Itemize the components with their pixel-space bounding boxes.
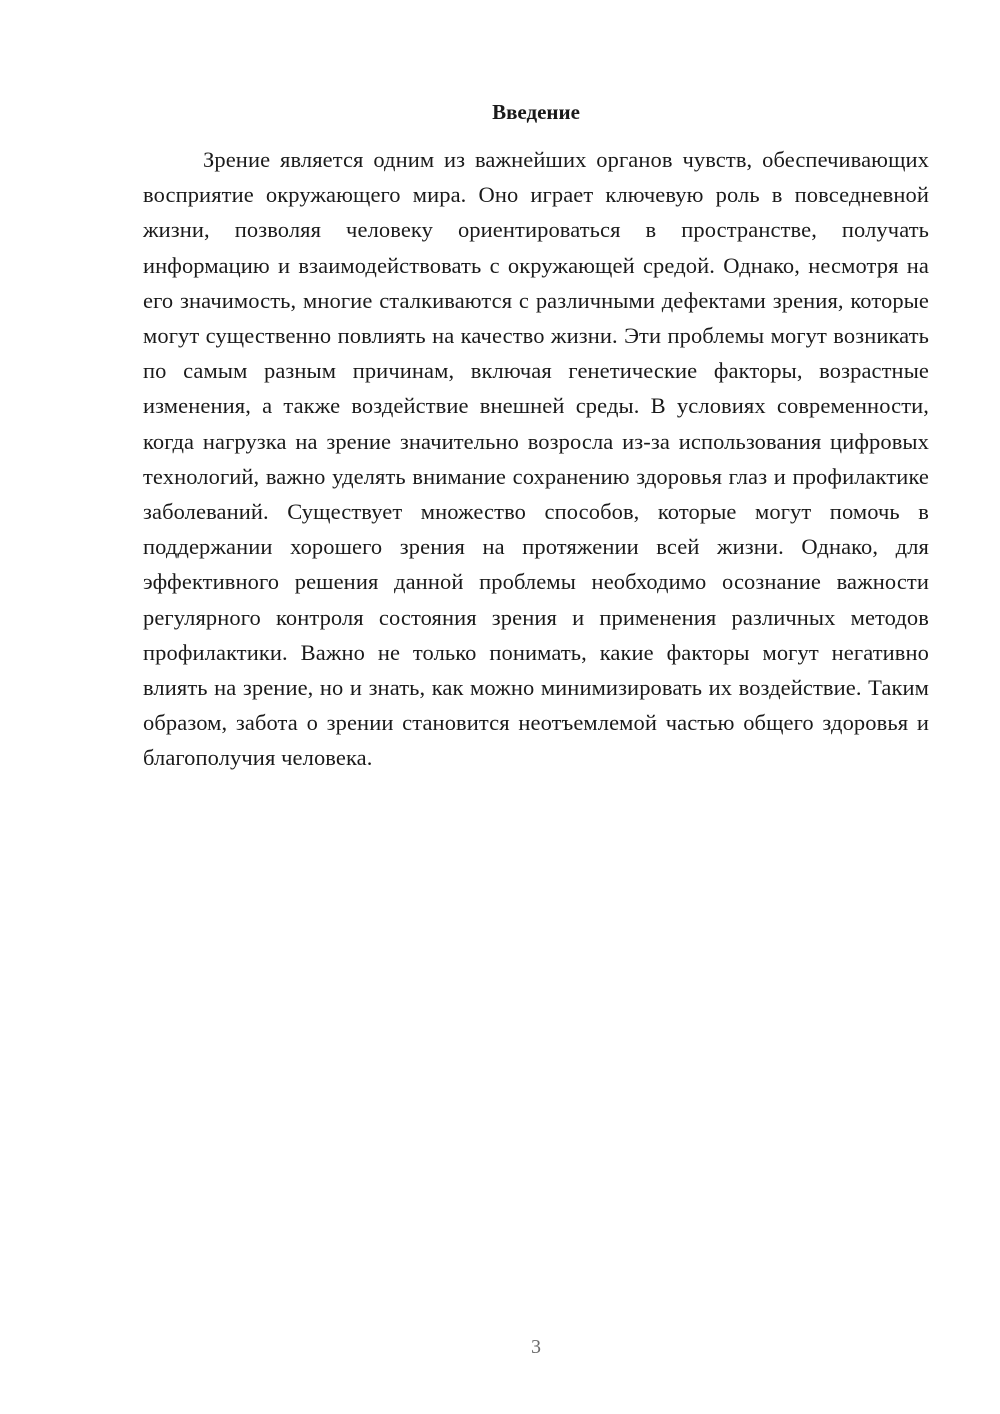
page-number: 3 bbox=[531, 1336, 541, 1358]
body-paragraph: Зрение является одним из важнейших органов чувств, обеспечивающих восприятие окружающего мира. Оно играет ключевую роль в повседневной жизни, позволяя человеку ориентироваться в пространстве, получать информацию и взаимодействовать с окружающей средой. Однако, несмотря на его значимость, многие сталкиваются с различными дефектами зрения, которые могут существенно повлиять на качество жизни. Эти проблемы могут возникать по самым разным причинам, включая генетические факторы, возрастные изменения, а также воздействие внешней среды. В условиях современности, когда нагрузка на зрение значительно возросла из-за использования цифровых технологий, важно уделять внимание сохранению здоровья глаз и профилактике заболеваний. Существует множество способов, которые могут помочь в поддержании хорошего зрения на протяжении всей жизни. Однако, для эффективного решения данной проблемы необходимо осознание важности регулярного контроля состояния зрения и применения различных методов профилактики. Важно не только понимать, какие факторы могут негативно влиять на зрение, но и знать, как можно минимизировать их воздействие. Таким образом, забота о зрении становится неотъемлемой частью общего здоровья и благополучия человека. bbox=[143, 147, 929, 771]
section-heading: Введение bbox=[492, 100, 580, 124]
